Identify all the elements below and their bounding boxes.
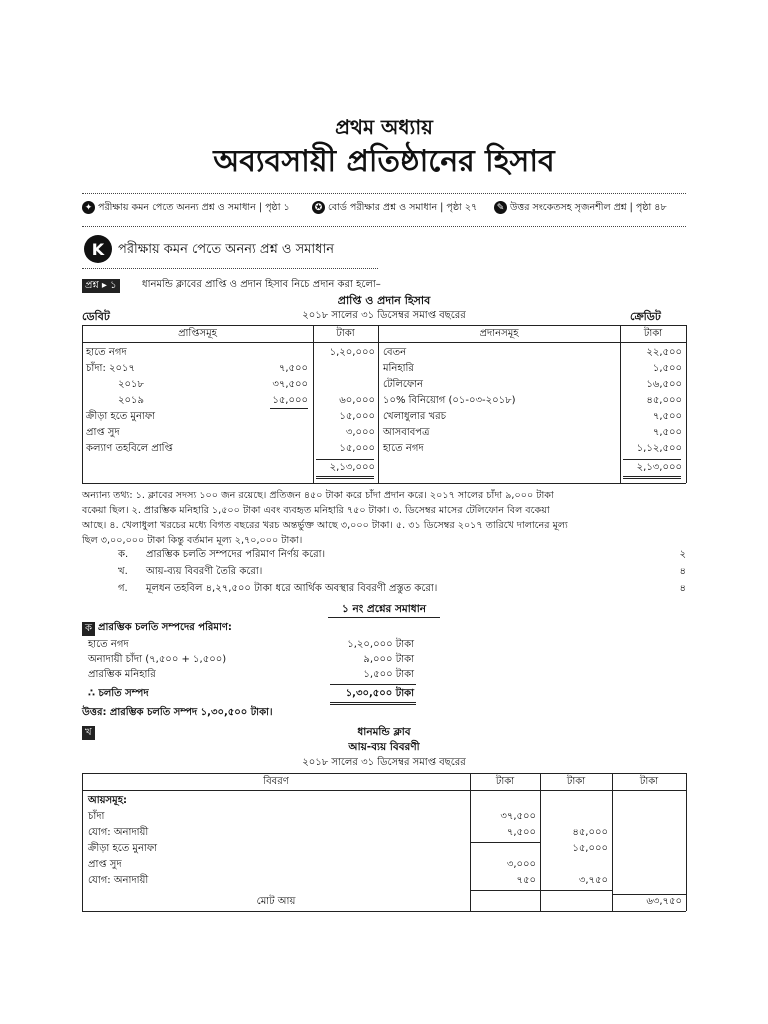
- globe-icon: ✦: [82, 201, 95, 214]
- kha-header-c2: টাকা: [566, 776, 586, 787]
- kha-row-desc: প্রাপ্ত সুদ: [88, 859, 122, 870]
- hint-icon: ✎: [494, 201, 507, 214]
- subq-marks: ৪: [679, 583, 686, 594]
- kha-header-c1: টাকা: [495, 776, 515, 787]
- question-text: ধানমন্ডি ক্লাবের প্রাপ্তি ও প্রদান হিসাব নিচে প্রদান করা হলো–: [142, 279, 381, 290]
- kha-row-c2: ৪৫,০০০: [572, 827, 608, 838]
- subq-text: মূলধন তহবিল ৪,২৭,৫০০ টাকা ধরে আর্থিক অবস্থার বিবরণী প্রস্তুত করো।: [146, 583, 438, 594]
- kha-row-desc: ক্রীড়া হতে মুনাফা: [88, 843, 158, 854]
- rp-payment-amount: ৭,৫০০: [652, 427, 682, 438]
- ka-row-value: ১,২০,০০০ টাকা: [347, 639, 414, 650]
- kha-row-desc: যোগ: অনাদায়ী: [88, 827, 149, 838]
- rp-receipt-label: প্রাপ্ত সুদ: [86, 427, 120, 438]
- subq-text: প্রারম্ভিক চলতি সম্পদের পরিমাণ নির্ণয় করো।: [146, 549, 326, 560]
- info-line: অন্যান্য তথ্য: ১. ক্লাবের সদস্য ১০০ জন রয়েছে। প্রতিজন ৪৫০ টাকা করে চাঁদা প্রদান করে। ২০১৭ সালের চাঁদা ৯,০০০ টাকা: [82, 490, 554, 501]
- info-line: ছিল ৩,০০,০০০ টাকা কিন্তু বর্তমান মূল্য ২,৭০,০০০ টাকা।: [82, 535, 303, 546]
- rp-receipt-amount: ১৫,০০০: [339, 411, 375, 422]
- rp-payment-amount: ২২,৫০০: [646, 347, 682, 358]
- part-ka-heading: প্রারম্ভিক চলতি সম্পদের পরিমাণ:: [98, 622, 232, 633]
- kha-title: আয়-ব্যয় বিবরণী: [348, 741, 420, 753]
- rp-payment-label: বেতন: [383, 347, 407, 358]
- rp-total-right: ২,১৩,০০০: [636, 462, 682, 473]
- rp-payment-label: খেলাধুলার খরচ: [383, 411, 447, 422]
- question-tag: প্রশ্ন ▸ ১: [82, 279, 120, 293]
- kha-row-desc: চাঁদা: [88, 811, 105, 822]
- rp-header-tk-left: টাকা: [336, 328, 355, 339]
- kha-row-c1: ৩,০০০: [506, 859, 536, 870]
- rp-receipt-amount: ১৫,০০০: [339, 443, 375, 454]
- rp-payment-amount: ১,১২,৫০০: [636, 443, 682, 454]
- rp-payment-label: মনিহারি: [383, 363, 414, 374]
- section-logo-icon: K: [84, 235, 112, 263]
- rp-receipt-sub: ১৫,০০০: [272, 395, 308, 406]
- kha-total-label: মোট আয়: [256, 896, 296, 907]
- rp-payment-amount: ১,৫০০: [652, 363, 682, 374]
- rp-receipt-label: হাতে নগদ: [86, 347, 127, 358]
- rp-receipt-label: চাঁদা: ২০১৭: [86, 363, 135, 374]
- kha-row-c1: ৩৭,৫০০: [500, 811, 536, 822]
- subq-letter: খ.: [118, 566, 128, 577]
- rp-period: ২০১৮ সালের ৩১ ডিসেম্বর সমাপ্ত বছরের: [302, 310, 466, 321]
- ka-row-label: অনাদায়ী চাঁদা (৭,৫০০ + ১,৫০০): [88, 654, 227, 665]
- solution-title: ১ নং প্রশ্নের সমাধান: [341, 603, 426, 615]
- rp-receipt-label: ক্রীড়া হতে মুনাফা: [86, 411, 156, 422]
- rp-receipt-label: কল্যাণ তহবিলে প্রাপ্তি: [86, 443, 173, 454]
- chapter-label: প্রথম অধ্যায়: [335, 115, 433, 139]
- subq-text: আয়-ব্যয় বিবরণী তৈরি করো।: [146, 566, 263, 577]
- info-line: বকেয়া ছিল। ২. প্রারম্ভিক মনিহারি ১,৫০০ টাকা এবং ব্যবহৃত মনিহারি ৭৫০ টাকা। ৩. ডিসেম্বর মাসের টেলিফোন বিল বকেয়া: [82, 505, 550, 516]
- kha-total-value: ৬৩,৭৫০: [646, 896, 682, 907]
- subq-marks: ৪: [679, 566, 686, 577]
- rp-receipt-sub: ৩৭,৫০০: [272, 379, 308, 390]
- info-line: আছে। ৪. খেলাধুলা খরচের মধ্যে বিগত বছরের খরচ অন্তর্ভুক্ত আছে ৩,০০০ টাকা। ৫. ৩১ ডিসেম্বর ২০১৭ তারিখে দালানের মূল্য: [82, 520, 568, 531]
- rp-header-receipts: প্রাপ্তিসমূহ: [178, 328, 217, 339]
- kha-club: ধানমন্ডি ক্লাব: [357, 726, 411, 738]
- part-ka-tag: ক: [82, 622, 95, 636]
- ka-total-value: ১,৩০,৫০০ টাকা: [345, 688, 414, 699]
- kha-row-desc: আয়সমূহ:: [88, 795, 127, 806]
- rp-receipt-label: ২০১৮: [118, 379, 144, 390]
- kha-row-c2: ১৫,০০০: [572, 843, 608, 854]
- kha-header-desc: বিবরণ: [263, 776, 289, 787]
- rp-payment-amount: ১৬,৫০০: [646, 379, 682, 390]
- subq-letter: গ.: [118, 583, 128, 594]
- rp-title: প্রাপ্তি ও প্রদান হিসাব: [337, 294, 431, 307]
- rp-receipt-amount: ১,২০,০০০: [329, 347, 375, 358]
- rp-total-left: ২,১৩,০০০: [329, 462, 375, 473]
- rp-payment-label: টেলিফোন: [383, 379, 424, 390]
- kha-period: ২০১৮ সালের ৩১ ডিসেম্বর সমাপ্ত বছরের: [302, 757, 466, 768]
- rp-payment-label: আসবাবপত্র: [383, 427, 430, 438]
- part-kha-tag: খ: [82, 726, 95, 740]
- rp-receipt-amount: ৬০,০০০: [339, 395, 375, 406]
- rp-receipt-amount: ৩,০০০: [345, 427, 375, 438]
- rp-payment-amount: ৪৫,০০০: [646, 395, 682, 406]
- subq-letter: ক.: [118, 549, 129, 560]
- ka-total-label: ∴ চলতি সম্পদ: [88, 688, 149, 699]
- rp-receipt-sub: ৭,৫০০: [278, 363, 308, 374]
- rp-credit-label: ক্রেডিট: [630, 310, 661, 323]
- ka-answer: উত্তর: প্রারম্ভিক চলতি সম্পদ ১,৩০,৫০০ টাকা।: [82, 707, 273, 718]
- nav-item-board[interactable]: বোর্ড পরীক্ষার প্রশ্ন ও সমাধান | পৃষ্ঠা ২৭: [328, 202, 478, 213]
- subq-marks: ২: [679, 549, 686, 560]
- rp-payment-label: ১০% বিনিয়োগ (০১-০৩-২০১৮): [383, 395, 516, 406]
- rp-header-payments: প্রদানসমূহ: [479, 328, 519, 339]
- kha-row-desc: যোগ: অনাদায়ী: [88, 875, 149, 886]
- page-title: অব্যবসায়ী প্রতিষ্ঠানের হিসাব: [213, 144, 555, 179]
- rp-payment-label: হাতে নগদ: [383, 443, 424, 454]
- kha-header-c3: টাকা: [639, 776, 659, 787]
- additional-info: [82, 488, 686, 548]
- rp-payment-amount: ৭,৫০০: [652, 411, 682, 422]
- ka-row-value: ৯,০০০ টাকা: [363, 654, 414, 665]
- kha-row-c1: ৭৫০: [516, 875, 536, 886]
- kha-row-c1: ৭,৫০০: [506, 827, 536, 838]
- nav-item-creative[interactable]: উত্তর সংকেতসহ সৃজনশীল প্রশ্ন | পৃষ্ঠা ৪৮: [510, 202, 667, 213]
- kha-row-c2: ৩,৭৫০: [578, 875, 608, 886]
- rp-header-tk-right: টাকা: [643, 328, 663, 339]
- section-heading: পরীক্ষায় কমন পেতে অনন্য প্রশ্ন ও সমাধান: [118, 242, 334, 257]
- ka-row-label: প্রারম্ভিক মনিহারি: [88, 669, 156, 680]
- board-icon: ✪: [312, 201, 325, 214]
- ka-row-value: ১,৫০০ টাকা: [363, 669, 414, 680]
- nav-strip: [82, 201, 686, 219]
- rp-debit-label: ডেবিট: [82, 310, 110, 323]
- rp-receipt-label: ২০১৯: [118, 395, 144, 406]
- ka-row-label: হাতে নগদ: [88, 639, 129, 650]
- nav-item-unique[interactable]: পরীক্ষায় কমন পেতে অনন্য প্রশ্ন ও সমাধান | পৃষ্ঠা ১: [98, 202, 290, 213]
